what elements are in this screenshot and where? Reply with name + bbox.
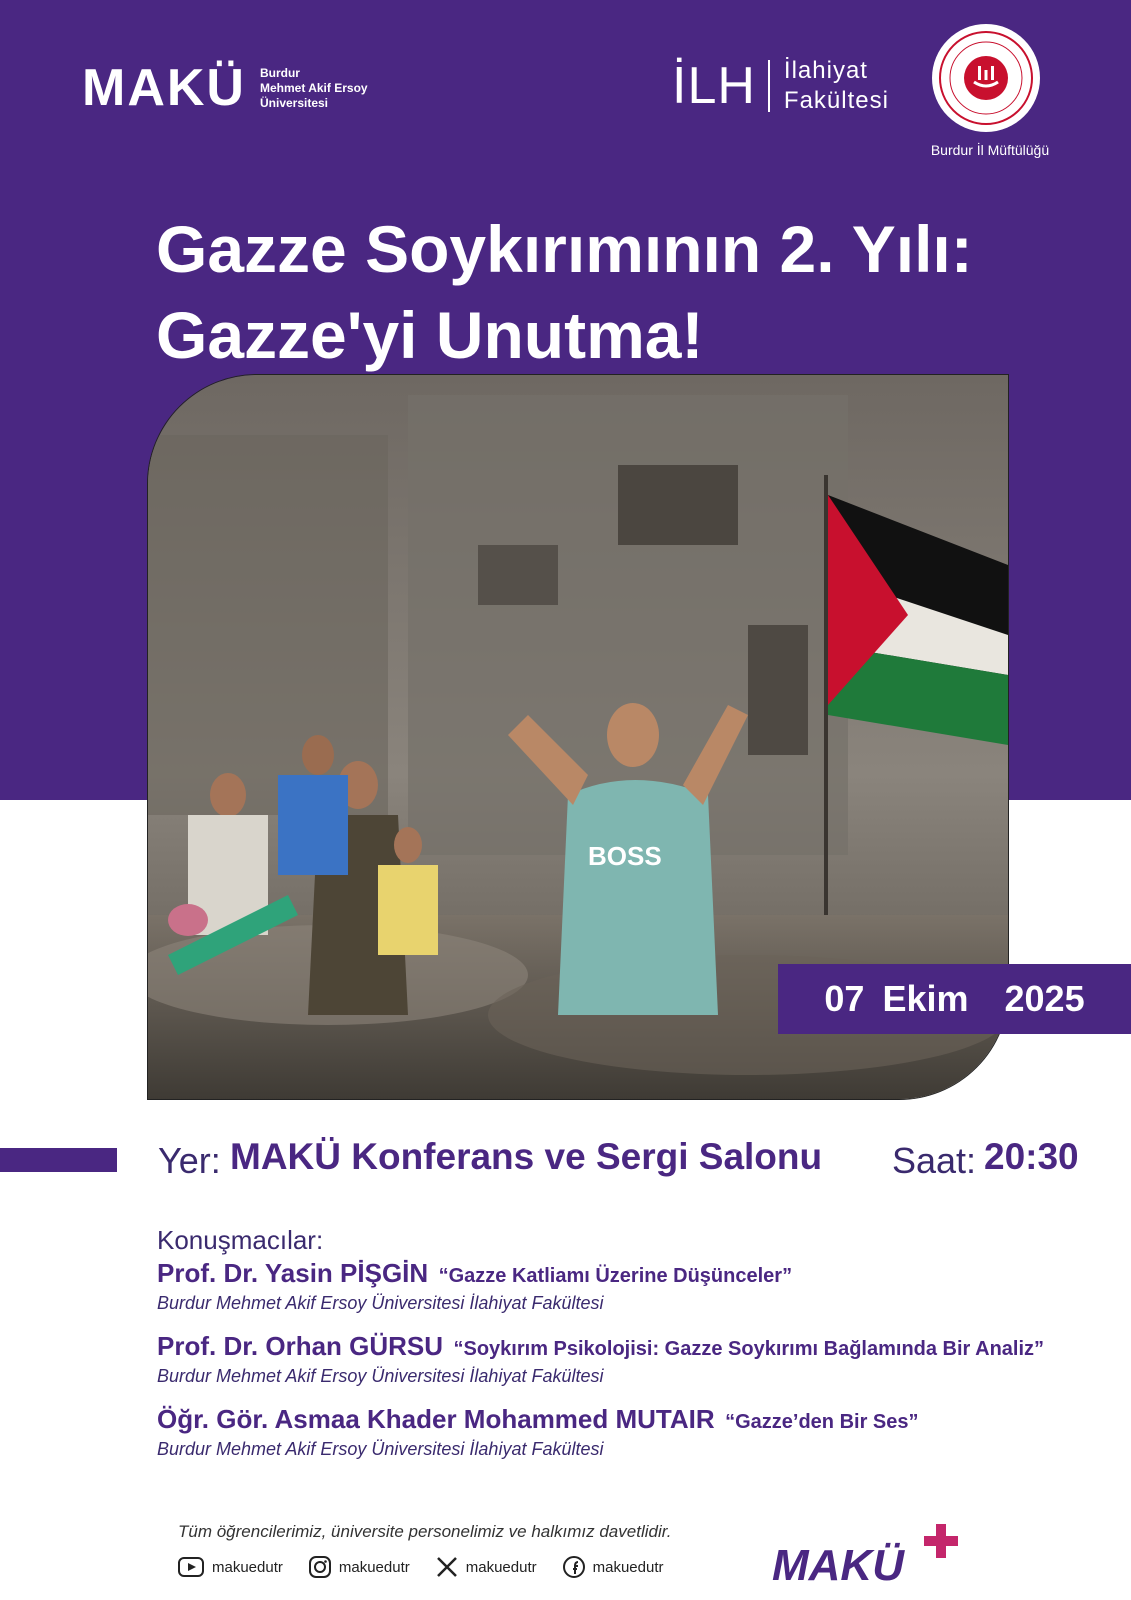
speaker-topic: “Gazze Katliamı Üzerine Düşünceler” [438,1265,793,1287]
ilh-sub-line-1: İlahiyat [783,57,868,84]
event-title [156,206,1056,378]
facebook-link[interactable] [563,1556,664,1578]
diyanet-seal-icon[interactable] [932,24,1040,132]
ilh-subtitle [784,56,889,116]
invitation-text: Tüm öğrencilerimiz, üniversite personelimiz ve halkımız davetlidir. [178,1522,672,1541]
speaker-topic: “Gazze’den Bir Ses” [725,1411,919,1433]
youtube-link[interactable] [178,1557,283,1577]
speaker-affiliation: Burdur Mehmet Akif Ersoy Üniversitesi İlahiyat Fakültesi [157,1366,604,1386]
event-date [778,964,1131,1034]
speakers-title: Konuşmacılar: [157,1225,324,1255]
speaker-topic: “Soykırım Psikolojisi: Gazze Soykırımı Bağlamında Bir Analiz” [453,1338,1045,1360]
venue-value: MAKÜ Konferans ve Sergi Salonu [230,1136,823,1177]
x-handle: makuedutr [465,1558,537,1576]
youtube-handle: makuedutr [212,1558,283,1576]
speaker-name: Prof. Dr. Orhan GÜRSU [157,1331,444,1361]
date-year: 2025 [1004,978,1085,1019]
speaker-name: Prof. Dr. Yasin PİŞGİN [157,1258,429,1288]
date-day: 07 [824,978,865,1019]
speaker-3 [157,1404,1117,1460]
ilh-word: İLH [672,57,756,115]
x-icon [436,1556,458,1578]
accent-bar [0,1148,117,1172]
maku-footer-logo-text: MAKÜ [772,1541,904,1590]
maku-sub-line-2: Mehmet Akif Ersoy [259,80,368,95]
maku-logo-subtitle [260,66,368,111]
instagram-icon [309,1556,331,1578]
diyanet-label: Burdur İl Müftülüğü [930,142,1050,158]
time-label: Saat: [892,1140,977,1181]
time-value: 20:30 [984,1136,1079,1177]
ilh-sub-line-2: Fakültesi [783,87,889,114]
social-links [178,1556,664,1578]
venue-row [158,1136,1108,1186]
venue-label: Yer: [158,1140,221,1181]
x-link[interactable] [436,1556,537,1578]
event-title-line-1: Gazze Soykırımının 2. Yılı: [156,212,973,286]
ilh-divider [768,60,770,112]
date-month: Ekim [882,978,969,1019]
facebook-icon [563,1556,585,1578]
svg-text:BOSS: BOSS [588,841,662,871]
speaker-affiliation: Burdur Mehmet Akif Ersoy Üniversitesi İlahiyat Fakültesi [157,1293,604,1313]
event-title-line-2: Gazze'yi Unutma! [156,298,704,372]
maku-logo-word: MAKÜ [82,59,246,117]
speaker-1 [157,1258,1117,1314]
speaker-2 [157,1331,1117,1387]
maku-sub-line-1: Burdur [259,65,300,80]
maku-footer-logo[interactable] [772,1520,972,1595]
youtube-icon [178,1557,204,1577]
speaker-name: Öğr. Gör. Asmaa Khader Mohammed MUTAIR [157,1404,715,1434]
instagram-handle: makuedutr [338,1558,410,1576]
instagram-link[interactable] [309,1556,410,1578]
speaker-affiliation: Burdur Mehmet Akif Ersoy Üniversitesi İlahiyat Fakültesi [157,1439,604,1459]
facebook-handle: makuedutr [592,1558,664,1576]
ilahiyat-logo[interactable] [672,56,889,116]
maku-sub-line-3: Üniversitesi [259,95,329,110]
maku-logo[interactable] [82,59,368,117]
